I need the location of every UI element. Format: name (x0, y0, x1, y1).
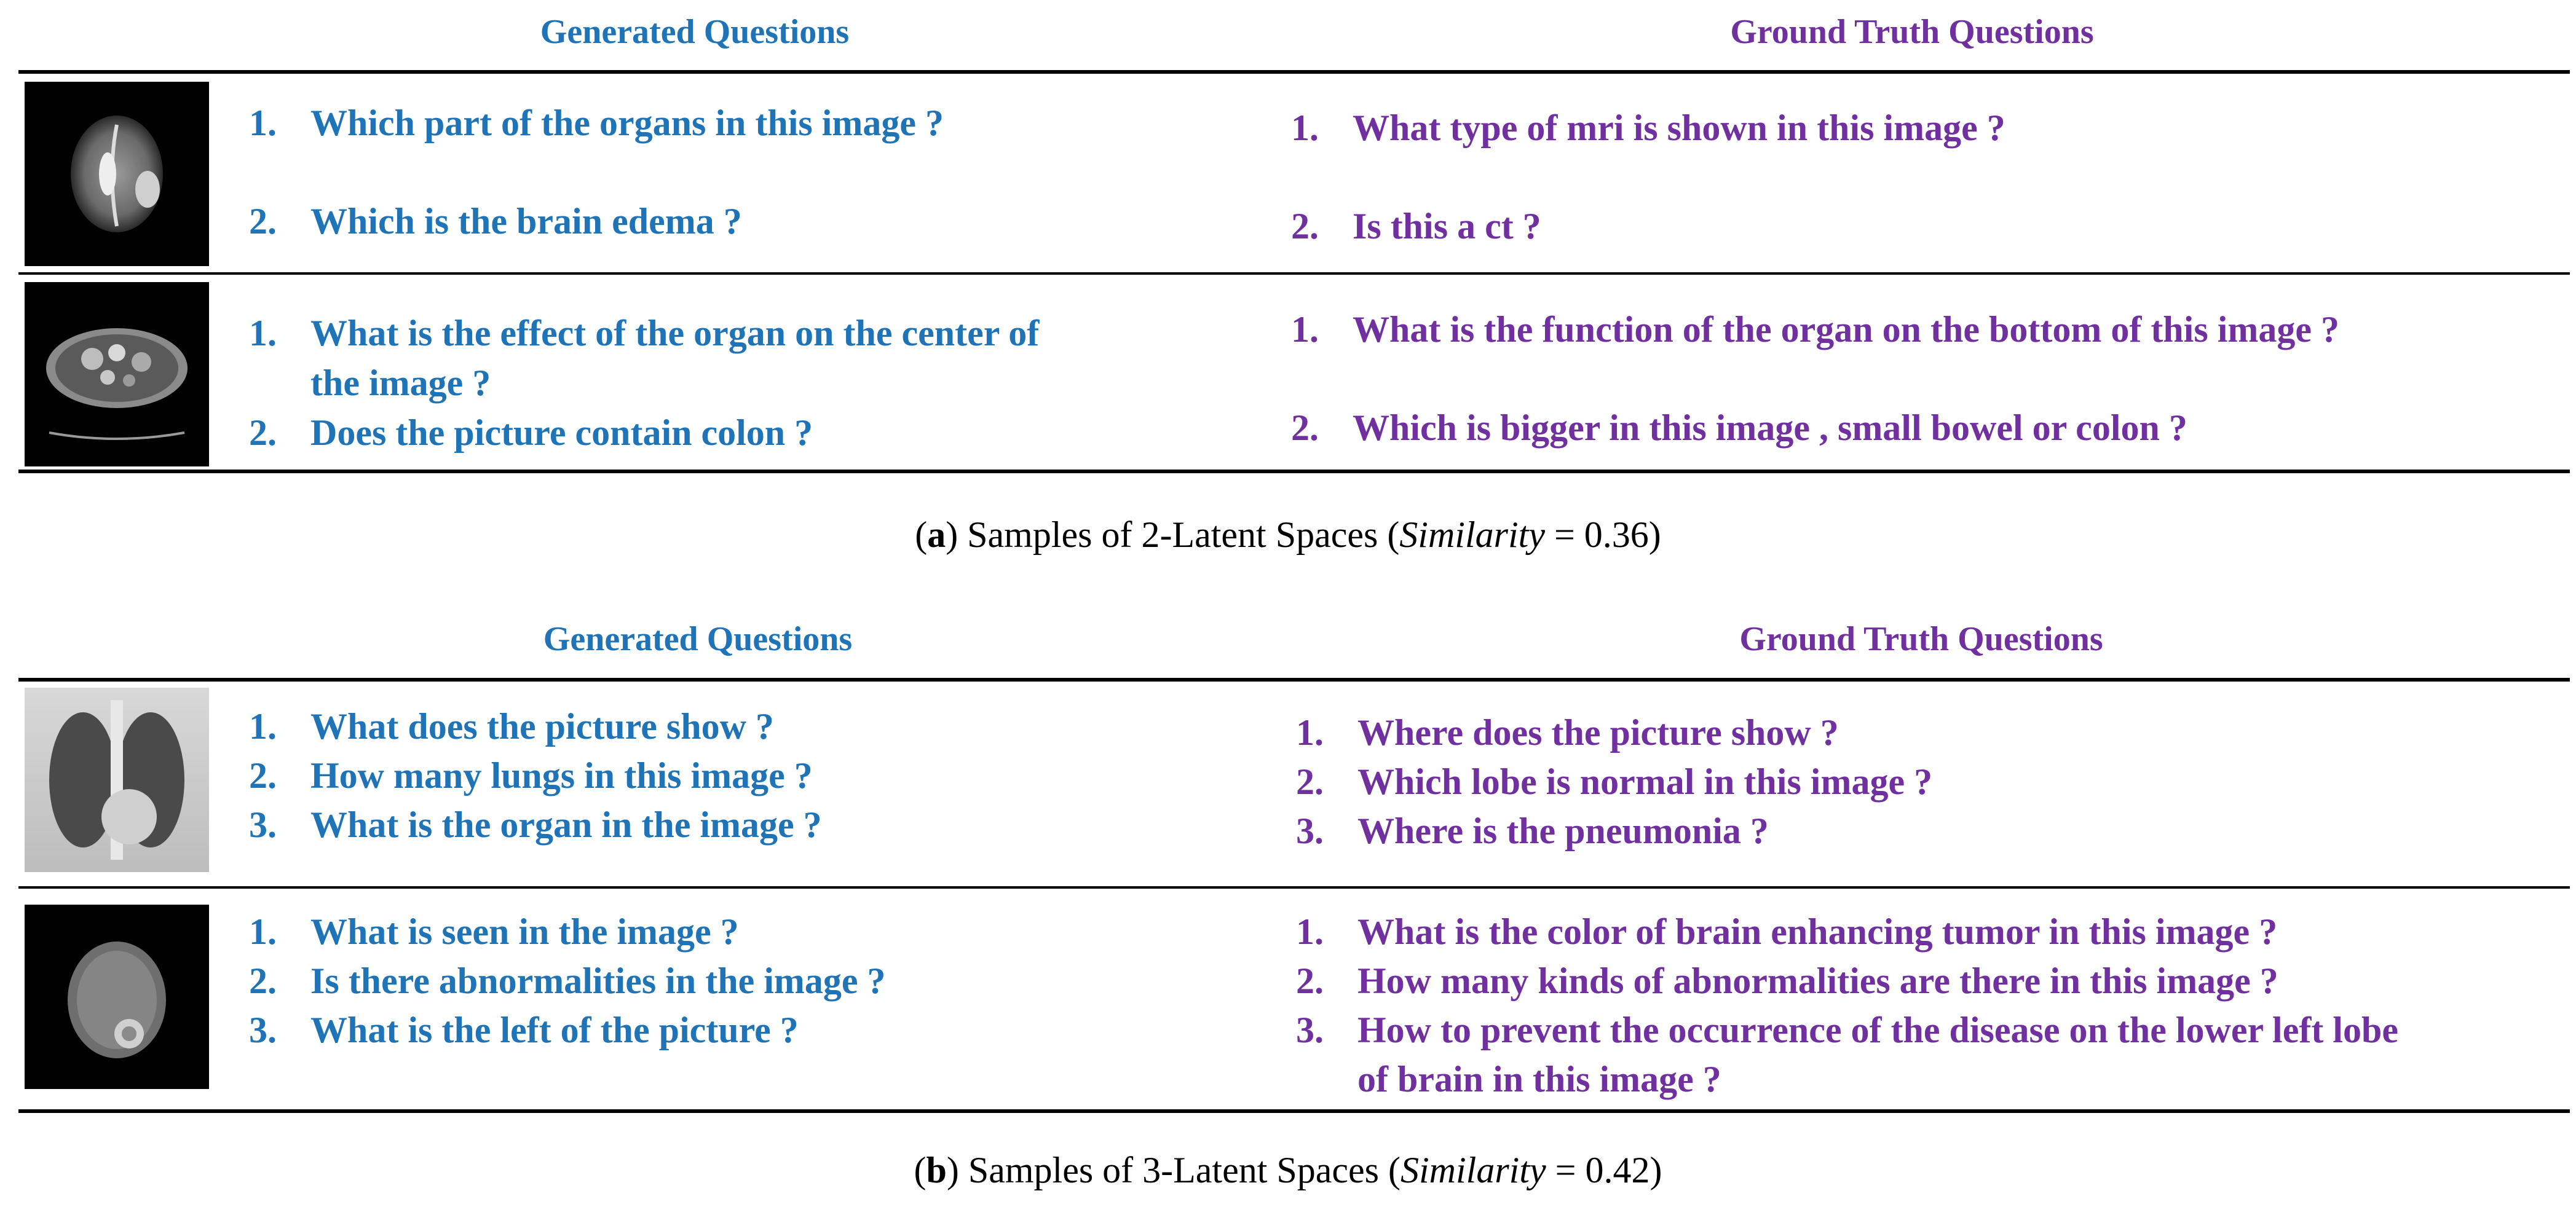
row-divider-a (18, 272, 2570, 275)
ground-truth-question: 3. How to prevent the occurrence of the disease on the lower left lobe (1296, 1010, 2398, 1050)
bottom-rule-a (18, 470, 2570, 473)
brain-tumor-mri-image (25, 905, 209, 1089)
caption-label-a: a (927, 514, 946, 555)
caption-label-b: b (926, 1150, 947, 1190)
caption-metric-b: Similarity (1400, 1150, 1546, 1190)
caption-metric-a: Similarity (1399, 514, 1545, 555)
generated-question: 2. Which is the brain edema ? (249, 201, 742, 242)
row-divider-b (18, 886, 2570, 889)
generated-question: 3. What is the left of the picture ? (249, 1010, 799, 1050)
generated-question: 2. Does the picture contain colon ? (249, 412, 813, 453)
caption-text-a: Samples of 2-Latent Spaces ( (967, 514, 1400, 555)
caption-value-b: = 0.42) (1546, 1150, 1662, 1190)
caption-text-b: Samples of 3-Latent Spaces ( (968, 1150, 1401, 1190)
generated-questions-header-a: Generated Questions (540, 13, 850, 51)
ground-truth-question: 1. What is the color of brain enhancing tumor in this image ? (1296, 911, 2278, 952)
ground-truth-question: 1. What is the function of the organ on the bottom of this image ? (1291, 309, 2339, 350)
brain-mri-image (25, 82, 209, 266)
top-rule-b (18, 678, 2570, 682)
generated-question-continuation: the image ? (310, 363, 491, 403)
generated-question: 1. What does the picture show ? (249, 706, 774, 747)
chest-xray-image (25, 688, 209, 872)
ground-truth-question: 2. How many kinds of abnormalities are there in this image ? (1296, 961, 2278, 1001)
generated-question: 1. Which part of the organs in this image ? (249, 103, 944, 143)
ground-truth-question: 2. Which is bigger in this image , small bowel or colon ? (1291, 407, 2187, 448)
caption-b: (b) Samples of 3-Latent Spaces (Similarity = 0.42) (914, 1150, 1662, 1190)
ground-truth-questions-header-b: Ground Truth Questions (1739, 620, 2103, 658)
generated-question: 2. How many lungs in this image ? (249, 755, 813, 796)
top-rule-a (18, 70, 2570, 74)
ground-truth-question: 1. What type of mri is shown in this image ? (1291, 108, 2005, 148)
caption-a: (a) Samples of 2-Latent Spaces (Similarity = 0.36) (915, 514, 1661, 555)
abdominal-ct-image (25, 282, 209, 466)
caption-value-a: = 0.36) (1544, 514, 1661, 555)
ground-truth-question: 2. Is this a ct ? (1291, 206, 1541, 246)
generated-question: 1. What is the effect of the organ on the center of (249, 313, 1040, 353)
generated-question: 3. What is the organ in the image ? (249, 804, 822, 845)
ground-truth-question-continuation: of brain in this image ? (1357, 1059, 1721, 1099)
ground-truth-questions-header-a: Ground Truth Questions (1730, 13, 2094, 51)
generated-question: 1. What is seen in the image ? (249, 911, 739, 952)
generated-questions-header-b: Generated Questions (543, 620, 853, 658)
generated-question: 2. Is there abnormalities in the image ? (249, 961, 886, 1001)
bottom-rule-b (18, 1109, 2570, 1113)
ground-truth-question: 3. Where is the pneumonia ? (1296, 811, 1769, 851)
ground-truth-question: 1. Where does the picture show ? (1296, 712, 1839, 753)
ground-truth-question: 2. Which lobe is normal in this image ? (1296, 761, 1933, 802)
